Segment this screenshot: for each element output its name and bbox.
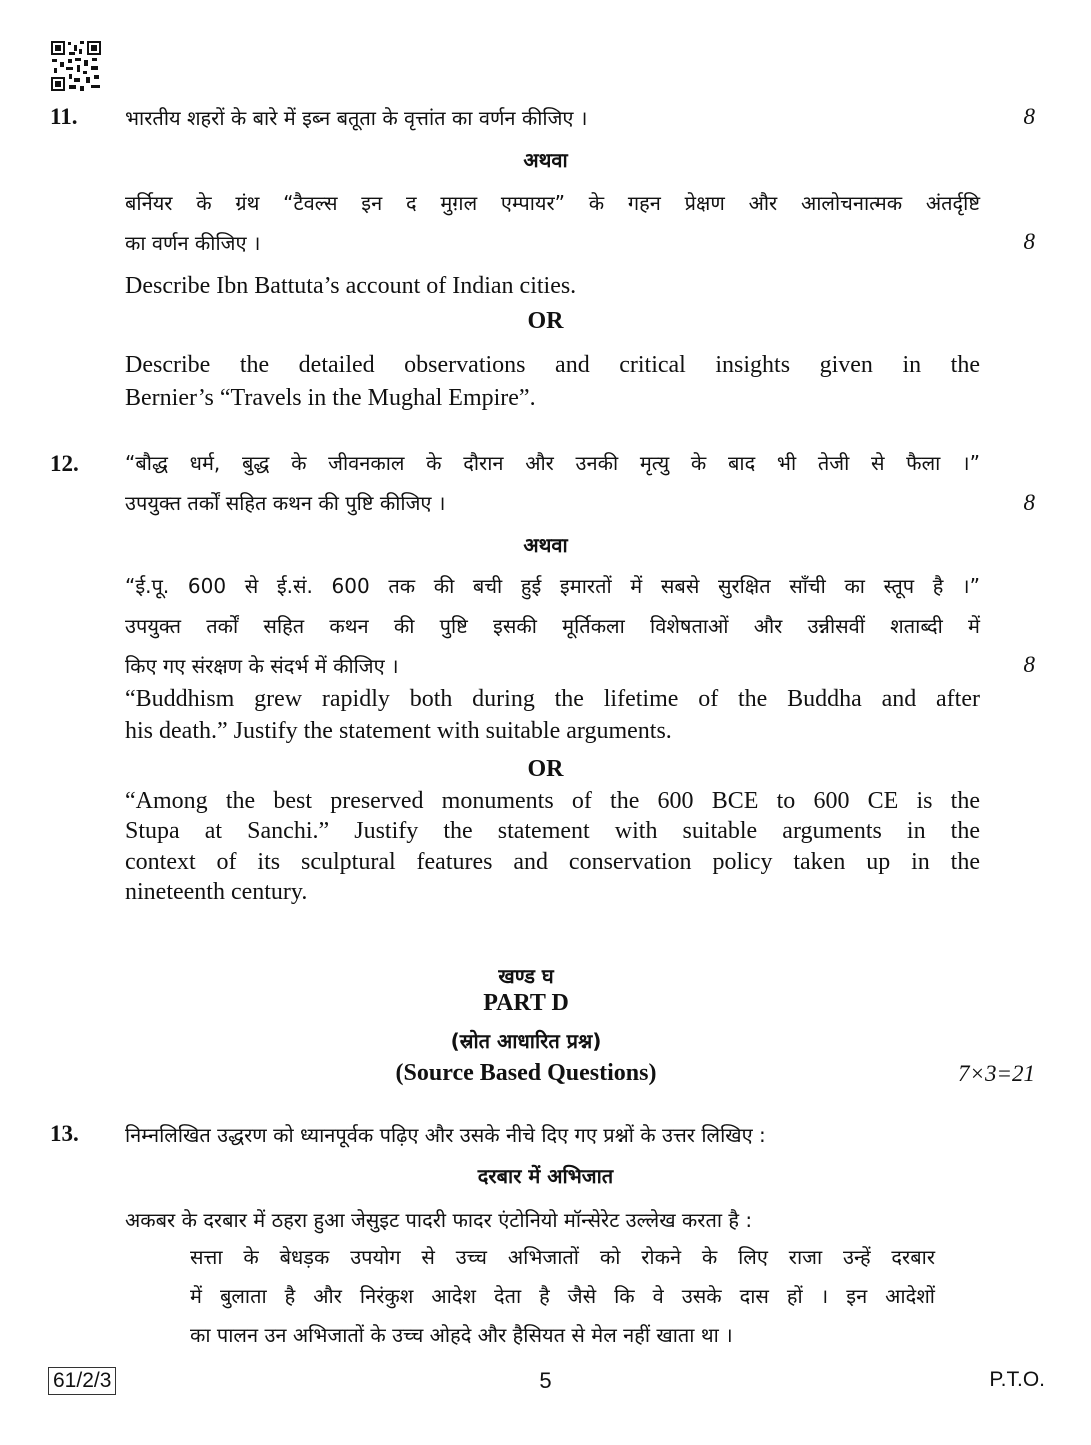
q11-alt-marks: 8 [1023, 229, 1035, 254]
q12-english-alt-line1: “Among the best preserved monuments of the 600 BCE to 600 CE is the [125, 788, 980, 814]
q12-english-line1: “Buddhism grew rapidly both during the lifetime of the Buddha and after [125, 686, 980, 712]
q11-hindi-or: अथवा [523, 148, 568, 172]
q12-english-alt-line4: nineteenth century. [125, 879, 308, 905]
question-number-12: 12. [50, 451, 79, 476]
q11-english-or: OR [527, 308, 564, 334]
q12-hindi-line2: उपयुक्त तर्कों सहित कथन की पुष्टि कीजिए । [125, 491, 446, 515]
q13-quote-line2: में बुलाता है और निरंकुश आदेश देता है जैसे कि वे उसके दास हों । इन आदेशों [190, 1284, 935, 1308]
q12-alt-marks: 8 [1023, 652, 1035, 677]
question-number-13: 13. [50, 1121, 79, 1146]
q12-hindi-line1: “बौद्ध धर्म, बुद्ध के जीवनकाल के दौरान और उनकी मृत्यु के बाद भी तेजी से फैला ।” [125, 451, 980, 475]
q11-hindi-alt-line2: का वर्णन कीजिए । [125, 231, 261, 255]
paper-code: 61/2/3 [48, 1367, 116, 1395]
part-d-hindi-heading: खण्ड घ [498, 964, 554, 988]
q11-marks: 8 [1023, 104, 1035, 129]
q11-hindi-alt-line1: बर्नियर के ग्रंथ “टैवल्स इन द मुग़ल एम्पायर” के गहन प्रेक्षण और आलोचनात्मक अंतर्दृष्टि [125, 191, 980, 215]
q13-source-intro: अकबर के दरबार में ठहरा हुआ जेसुइट पादरी फादर एंटोनियो मॉन्सेरेट उल्लेख करता है : [125, 1208, 753, 1232]
q11-english-alt-line2: Bernier’s “Travels in the Mughal Empire”. [125, 385, 536, 411]
q12-english-line2: his death.” Justify the statement with suitable arguments. [125, 718, 672, 744]
part-d-english-subtitle: (Source Based Questions) [395, 1060, 657, 1086]
question-number-11: 11. [50, 104, 78, 129]
q12-english-alt-line2: Stupa at Sanchi.” Justify the statement with suitable arguments in the [125, 818, 980, 844]
q11-hindi-question: भारतीय शहरों के बारे में इब्न बतूता के वृत्तांत का वर्णन कीजिए । [125, 106, 588, 130]
part-d-marks: 7×3=21 [957, 1061, 1035, 1086]
q12-english-or: OR [527, 756, 564, 782]
q12-hindi-alt-line3: किए गए संरक्षण के संदर्भ में कीजिए । [125, 654, 399, 678]
q13-quote-line3: का पालन उन अभिजातों के उच्च ओहदे और हैसियत से मेल नहीं खाता था । [190, 1323, 733, 1347]
part-d-english-heading: PART D [483, 990, 569, 1016]
q12-hindi-alt-line1: “ई.पू. 600 से ई.सं. 600 तक की बची हुई इमारतों में सबसे सुरक्षित साँची का स्तूप है ।” [125, 574, 980, 598]
q12-hindi-or: अथवा [523, 533, 568, 557]
q11-english-question: Describe Ibn Battuta’s account of Indian cities. [125, 273, 577, 299]
q13-quote-line1: सत्ता के बेधड़क उपयोग से उच्च अभिजातों को रोकने के लिए राजा उन्हें दरबार [190, 1245, 935, 1269]
part-d-hindi-subtitle: (स्रोत आधारित प्रश्न) [450, 1029, 602, 1053]
page-number: 5 [539, 1368, 552, 1393]
q13-instruction: निम्नलिखित उद्धरण को ध्यानपूर्वक पढ़िए और उसके नीचे दिए गए प्रश्नों के उत्तर लिखिए : [125, 1123, 766, 1147]
q11-english-alt-line1: Describe the detailed observations and critical insights given in the [125, 352, 980, 378]
qr-code-icon [50, 40, 102, 92]
q13-source-title: दरबार में अभिजात [477, 1164, 614, 1188]
q12-hindi-alt-line2: उपयुक्त तर्कों सहित कथन की पुष्टि इसकी मूर्तिकला विशेषताओं और उन्नीसवीं शताब्दी में [125, 614, 980, 638]
please-turn-over: P.T.O. [989, 1368, 1045, 1391]
q12-marks: 8 [1023, 490, 1035, 515]
q12-english-alt-line3: context of its sculptural features and conservation policy taken up in the [125, 849, 980, 875]
